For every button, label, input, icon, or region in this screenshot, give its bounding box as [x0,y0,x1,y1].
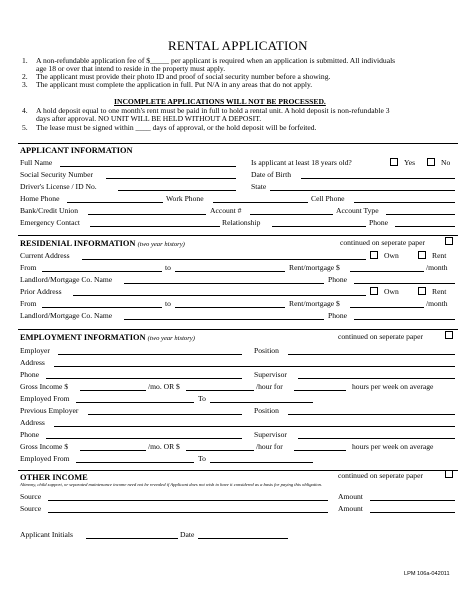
current-address-field[interactable] [82,259,366,260]
full-name-field[interactable] [60,166,236,167]
employed-to-label: To [198,394,206,403]
rule-4-line-2: days after approval. NO UNIT WILL BE HELD WITHOUT A DEPOSIT. [36,114,262,123]
prior-landlord-field[interactable] [124,319,324,320]
current-address-label: Current Address [20,251,70,260]
amount-2-label: Amount [338,504,363,513]
license-label: Driver's License / ID No. [20,182,97,191]
previous-employed-to-field[interactable] [210,462,313,463]
prior-from-field[interactable] [42,307,162,308]
applicant-initials-label: Applicant Initials [20,530,73,539]
gross-income-label: Gross Income $ [20,382,69,391]
previous-phone-label: Phone [20,430,39,439]
state-label: State [251,182,267,191]
other-income-continued-label: continued on seperate paper [338,471,423,480]
previous-employer-label: Previous Employer [20,406,79,415]
form-code: LPM 106a-042011 [404,571,450,577]
rule-4-number: 4. [22,106,28,115]
previous-employer-field[interactable] [88,414,242,415]
previous-hours-per-week-label: hours per week on average [352,442,434,451]
hourly-rate-field[interactable] [186,390,254,391]
initials-date-field[interactable] [198,538,288,539]
rule-5-number: 5. [22,123,28,132]
current-own-label: Own [384,251,399,260]
employer-phone-label: Phone [20,370,39,379]
previous-phone-field[interactable] [46,438,242,439]
work-phone-field[interactable] [213,202,308,203]
previous-position-label: Position [254,406,279,415]
hour-for-label: /hour for [256,382,283,391]
relationship-field[interactable] [272,226,366,227]
age-yes-label: Yes [404,158,416,167]
prior-landlord-phone-label: Phone [328,311,347,320]
previous-hourly-rate-field[interactable] [186,450,254,451]
prior-rent-mortgage-label: Rent/mortgage $ [289,299,340,308]
previous-mo-or-label: /mo. OR $ [148,442,180,451]
previous-gross-income-label: Gross Income $ [20,442,69,451]
rule-4-line-1: A hold deposit equal to one month's rent must be paid in full to hold a rental unit. A hold deposit is non-refundable 3 [36,106,390,115]
current-landlord-label: Landlord/Mortgage Co. Name [20,275,113,284]
current-landlord-phone-label: Phone [328,275,347,284]
previous-employed-from-field[interactable] [76,462,194,463]
initials-date-label: Date [180,530,195,539]
previous-position-field[interactable] [288,414,455,415]
relationship-label: Relationship [222,218,261,227]
emergency-phone-label: Phone [369,218,388,227]
ssn-label: Social Security Number [20,170,93,179]
previous-supervisor-field[interactable] [298,438,455,439]
current-from-field[interactable] [42,271,162,272]
dob-field[interactable] [301,178,455,179]
prior-address-field[interactable] [73,295,366,296]
residential-continued-label: continued on seperate paper [340,238,425,247]
applicant-initials-field[interactable] [86,538,178,539]
rule-3-text: The applicant must complete the application in full. Put N/A in any areas that do not apply. [36,80,313,89]
bank-field[interactable] [88,214,206,215]
account-label: Account # [210,206,242,215]
source-1-field[interactable] [48,500,328,501]
other-income-continued-checkbox[interactable] [445,470,453,478]
license-field[interactable] [118,190,236,191]
previous-hours-field[interactable] [294,450,346,451]
rule-3-number: 3. [22,80,28,89]
page-title: RENTAL APPLICATION [168,38,308,53]
rule-2-text: The applicant must provide their photo ID and proof of social security number before a showing. [36,72,331,81]
prior-to-label: to [165,299,171,308]
prior-rent-mortgage-field[interactable] [350,307,424,308]
current-to-label: to [165,263,171,272]
previous-address-label: Address [20,418,45,427]
employer-phone-field[interactable] [46,378,242,379]
ssn-field[interactable] [106,178,236,179]
current-landlord-phone-field[interactable] [354,283,455,284]
emergency-phone-field[interactable] [395,226,455,227]
source-2-field[interactable] [48,512,328,513]
hours-per-week-label: hours per week on average [352,382,434,391]
account-type-field[interactable] [386,214,455,215]
previous-employed-from-label: Employed From [20,454,70,463]
other-income-note: Alimony, child support, or separated maintenance income need not be revealed if Applicant does not wish to have it considered as a basis for paying this obligation. [20,482,323,487]
supervisor-field[interactable] [298,378,455,379]
previous-employed-to-label: To [198,454,206,463]
section-divider-employment [18,329,458,330]
state-field[interactable] [270,190,455,191]
current-month-label: /month [426,263,448,272]
hours-field[interactable] [294,390,346,391]
dob-label: Date of Birth [251,170,292,179]
prior-own-checkbox[interactable] [370,287,378,295]
employer-address-label: Address [20,358,45,367]
previous-gross-income-field[interactable] [80,450,146,451]
employed-to-field[interactable] [210,402,313,403]
age-question-label: Is applicant at least 18 years old? [251,158,352,167]
current-rent-mortgage-label: Rent/mortgage $ [289,263,340,272]
employer-field[interactable] [58,354,242,355]
current-rent-checkbox[interactable] [418,251,426,259]
previous-hour-for-label: /hour for [256,442,283,451]
employment-continued-checkbox[interactable] [445,331,453,339]
current-to-field[interactable] [175,271,285,272]
account-field[interactable] [250,214,333,215]
prior-address-label: Prior Address [20,287,62,296]
amount-1-label: Amount [338,492,363,501]
account-type-label: Account Type [336,206,379,215]
rule-5-text: The lease must be signed within ____ days of approval, or the hold deposit will be forfeited. [36,123,317,132]
current-rent-mortgage-field[interactable] [350,271,424,272]
prior-to-field[interactable] [175,307,285,308]
gross-income-field[interactable] [80,390,146,391]
position-label: Position [254,346,279,355]
prior-own-label: Own [384,287,399,296]
other-income-section-header: OTHER INCOME [20,473,88,482]
employment-section-header: EMPLOYMENT INFORMATION (two year history) [20,333,195,342]
amount-2-field[interactable] [370,512,455,513]
prior-from-label: From [20,299,37,308]
age-yes-checkbox[interactable] [390,158,398,166]
supervisor-label: Supervisor [254,370,287,379]
employment-continued-label: continued on seperate paper [338,332,423,341]
source-1-label: Source [20,492,42,501]
position-field[interactable] [288,354,455,355]
current-from-label: From [20,263,37,272]
current-own-checkbox[interactable] [370,251,378,259]
source-2-label: Source [20,504,42,513]
rule-1-line-1: A non-refundable application fee of $_____ per applicant is required when an application is submitted. All individuals [36,56,396,65]
home-phone-field[interactable] [67,202,163,203]
employed-from-label: Employed From [20,394,70,403]
cell-phone-label: Cell Phone [311,194,345,203]
mo-or-label: /mo. OR $ [148,382,180,391]
amount-1-field[interactable] [370,500,455,501]
emergency-label: Emergency Contact [20,218,80,227]
rule-1-line-2: age 18 or over that intend to reside in the property must apply. [36,64,226,73]
bank-label: Bank/Credit Union [20,206,79,215]
applicant-section-header: APPLICANT INFORMATION [20,146,133,155]
age-no-label: No [441,158,451,167]
previous-supervisor-label: Supervisor [254,430,287,439]
rule-2-number: 2. [22,72,28,81]
employer-address-field[interactable] [54,366,455,367]
current-landlord-field[interactable] [124,283,324,284]
prior-rent-label: Rent [432,287,447,296]
prior-landlord-phone-field[interactable] [354,319,455,320]
employed-from-field[interactable] [76,402,194,403]
emergency-field[interactable] [90,226,220,227]
work-phone-label: Work Phone [166,194,204,203]
rule-1-number: 1. [22,56,28,65]
prior-landlord-label: Landlord/Mortgage Co. Name [20,311,113,320]
prior-rent-checkbox[interactable] [418,287,426,295]
previous-address-field[interactable] [54,426,455,427]
age-no-checkbox[interactable] [427,158,435,166]
prior-month-label: /month [426,299,448,308]
residential-continued-checkbox[interactable] [445,237,453,245]
employer-label: Employer [20,346,50,355]
cell-phone-field[interactable] [354,202,455,203]
section-divider-residential [18,235,458,236]
residential-section-header: RESIDENIAL INFORMATION (two year history) [20,239,185,248]
home-phone-label: Home Phone [20,194,60,203]
section-divider-applicant [18,143,458,144]
incomplete-notice: INCOMPLETE APPLICATIONS WILL NOT BE PROCESSED. [114,97,326,106]
current-rent-label: Rent [432,251,447,260]
full-name-label: Full Name [20,158,53,167]
